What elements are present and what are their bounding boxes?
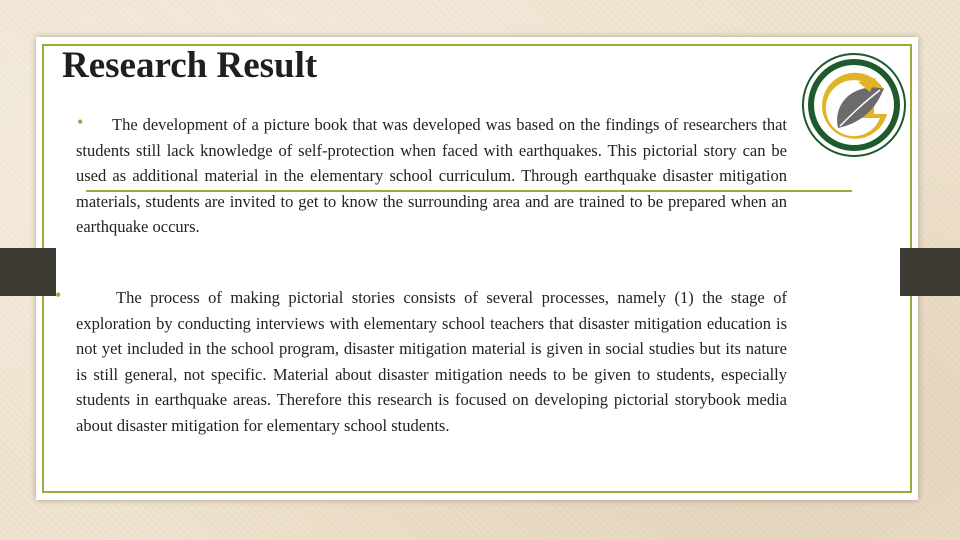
- right-side-tab: [900, 248, 960, 296]
- university-logo: [800, 52, 908, 158]
- slide-title: Research Result: [62, 45, 318, 86]
- bullet-1-text: The development of a picture book that was developed was based on the findings of researchers that students still lack knowledge of self-protection when faced with earthquakes. This pictorial story can be used as additional material in the elementary school curriculum. Through earthquake disaster mitigation materials, students are invited to get to know the surrounding area and are trained to be prepared when an earthquake occurs.: [76, 115, 787, 237]
- bullet-1-marker: •: [77, 112, 84, 132]
- logo-emblem-icon: [800, 52, 908, 158]
- bullet-2-marker: •: [55, 285, 62, 305]
- left-side-tab: [0, 248, 56, 296]
- bullet-2-text: The process of making pictorial stories consists of several processes, namely (1) the stage of exploration by conducting interviews with elementary school teachers that disaster mitigation education is not yet included in the school program, disaster mitigation material is given in social studies but its nature is still general, not specific. Material about disaster mitigation needs to be given to students, especially students in earthquake areas. Therefore this research is focused on developing pictorial storybook media about disaster mitigation for elementary school students.: [76, 288, 787, 435]
